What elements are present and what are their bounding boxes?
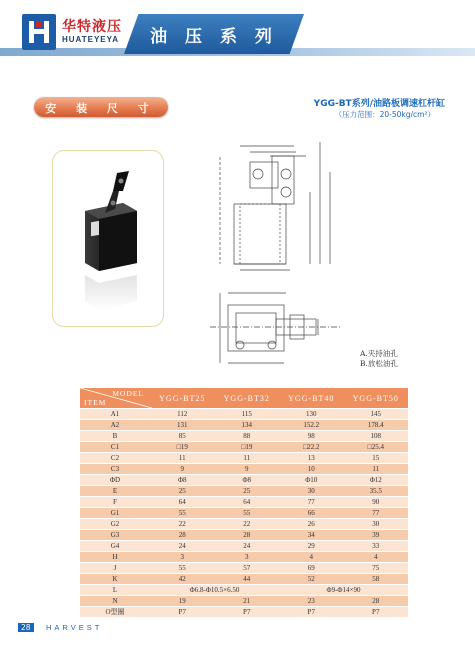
table-row (80, 453, 408, 464)
row-item-label: F (80, 497, 150, 508)
table-row (80, 574, 408, 585)
table-row (80, 596, 408, 607)
row-item-label: B (80, 431, 150, 442)
brand-name-cn: 华特液压 (62, 19, 122, 35)
header-model-label: MODEL (112, 389, 144, 398)
table-cell: Φ8 (150, 475, 215, 486)
row-item-label: H (80, 552, 150, 563)
table-cell: 42 (150, 574, 215, 585)
table-cell: 134 (215, 420, 280, 431)
row-item-label: E (80, 486, 150, 497)
table-cell: 9 (150, 464, 215, 475)
product-title: YGG-BT系列/油路板调速杠杆缸 (313, 99, 445, 109)
row-item-label: ΦD (80, 475, 150, 486)
table-cell: 77 (279, 497, 344, 508)
table-cell: Φ6.8-Φ10.5×6.50 (150, 585, 279, 596)
table-cell: Φ10 (279, 475, 344, 486)
table-cell: P7 (150, 607, 215, 618)
page-number: 28 (18, 623, 34, 632)
table-cell: 33 (344, 541, 409, 552)
table-cell: 3 (150, 552, 215, 563)
table-row (80, 431, 408, 442)
header-model-2: YGG-BT32 (215, 388, 280, 409)
table-cell: 4 (279, 552, 344, 563)
table-cell: 35.5 (344, 486, 409, 497)
row-item-label: A1 (80, 409, 150, 420)
table-cell: 88 (215, 431, 280, 442)
cylinder-photo-icon (53, 151, 163, 326)
table-cell: 115 (215, 409, 280, 420)
table-cell: □25.4 (344, 442, 409, 453)
table-cell: 25 (215, 486, 280, 497)
row-item-label: G1 (80, 508, 150, 519)
table-cell: P7 (279, 607, 344, 618)
table-cell: 11 (215, 453, 280, 464)
header-model-4: YGG-BT50 (344, 388, 409, 409)
table-cell: □22.2 (279, 442, 344, 453)
table-cell: 3 (215, 552, 280, 563)
table-header-row (80, 388, 408, 409)
table-cell: 66 (279, 508, 344, 519)
row-item-label: G4 (80, 541, 150, 552)
table-row (80, 519, 408, 530)
table-cell: 28 (150, 530, 215, 541)
table-cell: 98 (279, 431, 344, 442)
table-cell: 77 (344, 508, 409, 519)
table-cell: 10 (279, 464, 344, 475)
table-cell: 85 (150, 431, 215, 442)
table-cell: 28 (344, 596, 409, 607)
table-cell: 58 (344, 574, 409, 585)
table-cell: 29 (279, 541, 344, 552)
table-row (80, 442, 408, 453)
table-cell: 64 (150, 497, 215, 508)
header-model-3: YGG-BT40 (279, 388, 344, 409)
row-item-label: O型圈 (80, 607, 150, 618)
table-cell: 19 (150, 596, 215, 607)
table-cell: 64 (215, 497, 280, 508)
table-cell: 22 (150, 519, 215, 530)
table-cell: 9 (215, 464, 280, 475)
product-subtitle: （压力范围：20-50kg/cm²） (334, 110, 435, 119)
table-cell: 25 (150, 486, 215, 497)
table-row (80, 585, 408, 596)
row-item-label: J (80, 563, 150, 574)
table-row (80, 607, 408, 618)
table-row (80, 541, 408, 552)
table-cell: 69 (279, 563, 344, 574)
table-cell: 130 (279, 409, 344, 420)
table-row (80, 464, 408, 475)
table-cell: 152.2 (279, 420, 344, 431)
brand-name-en: HUATEYEYA (62, 35, 120, 44)
table-cell: 26 (279, 519, 344, 530)
table-cell: 30 (279, 486, 344, 497)
row-item-label: N (80, 596, 150, 607)
spec-table (80, 388, 408, 618)
table-row (80, 497, 408, 508)
table-cell: 13 (279, 453, 344, 464)
table-cell: P7 (215, 607, 280, 618)
table-cell: 55 (215, 508, 280, 519)
row-item-label: C1 (80, 442, 150, 453)
table-cell: 11 (344, 464, 409, 475)
table-row (80, 530, 408, 541)
table-cell: 112 (150, 409, 215, 420)
header-item-label: ITEM (84, 398, 107, 407)
legend-release-port: B.放松油孔 (360, 359, 398, 368)
table-cell: 21 (215, 596, 280, 607)
table-cell: 108 (344, 431, 409, 442)
row-item-label: K (80, 574, 150, 585)
table-row (80, 552, 408, 563)
table-cell: 11 (150, 453, 215, 464)
table-cell: P7 (344, 607, 409, 618)
top-view-drawing (206, 283, 346, 373)
table-row (80, 409, 408, 420)
table-cell: 28 (215, 530, 280, 541)
page-title: 油 压 系 列 (150, 27, 278, 47)
table-cell: 44 (215, 574, 280, 585)
header-model-1: YGG-BT25 (150, 388, 215, 409)
table-cell: Φ12 (344, 475, 409, 486)
table-cell: 23 (279, 596, 344, 607)
table-cell: Φ9-Φ14×90 (279, 585, 408, 596)
table-row (80, 508, 408, 519)
table-cell: 15 (344, 453, 409, 464)
row-item-label: G3 (80, 530, 150, 541)
table-cell: 22 (215, 519, 280, 530)
table-cell: 34 (279, 530, 344, 541)
table-cell: 75 (344, 563, 409, 574)
table-cell: 55 (150, 563, 215, 574)
table-cell: 90 (344, 497, 409, 508)
table-cell: 52 (279, 574, 344, 585)
table-cell: 55 (150, 508, 215, 519)
logo-icon (27, 19, 51, 45)
table-cell: 30 (344, 519, 409, 530)
side-view-drawing (210, 132, 360, 272)
table-cell: 131 (150, 420, 215, 431)
table-cell: 24 (150, 541, 215, 552)
table-cell: 24 (215, 541, 280, 552)
row-item-label: G2 (80, 519, 150, 530)
table-cell: 57 (215, 563, 280, 574)
row-item-label: L (80, 585, 150, 596)
table-cell: □19 (215, 442, 280, 453)
row-item-label: C3 (80, 464, 150, 475)
product-photo (52, 150, 164, 327)
row-item-label: C2 (80, 453, 150, 464)
table-row (80, 563, 408, 574)
legend-clamp-port: A.夹持油孔 (360, 349, 398, 358)
row-item-label: A2 (80, 420, 150, 431)
spec-table-body (80, 409, 408, 618)
logo (22, 14, 56, 50)
table-cell: 178.4 (344, 420, 409, 431)
table-cell: 4 (344, 552, 409, 563)
header-corner (80, 388, 150, 409)
table-cell: 39 (344, 530, 409, 541)
table-cell: 145 (344, 409, 409, 420)
footer-brand: HARVEST (46, 623, 103, 632)
table-row (80, 486, 408, 497)
table-cell: Φ8 (215, 475, 280, 486)
section-label: 安 装 尺 寸 (45, 102, 157, 115)
table-row (80, 420, 408, 431)
table-cell: □19 (150, 442, 215, 453)
table-row (80, 475, 408, 486)
